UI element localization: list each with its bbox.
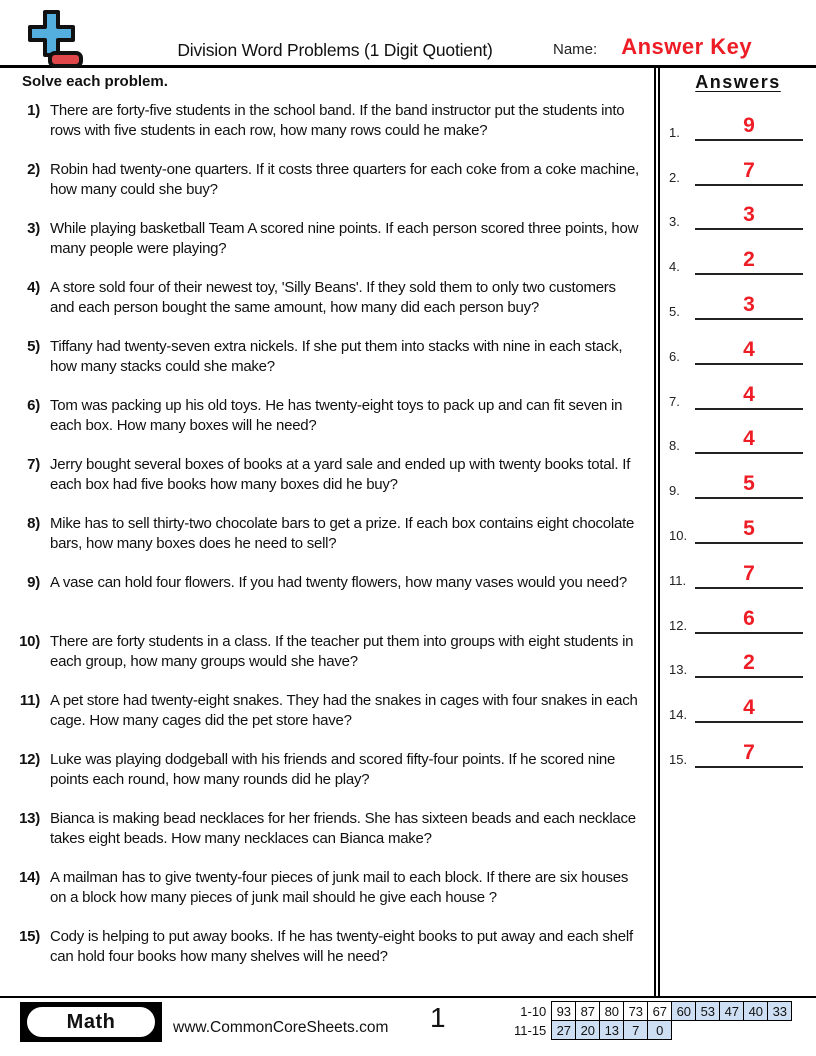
worksheet-title: Division Word Problems (1 Digit Quotient): [177, 40, 493, 60]
page-number: 1: [430, 1002, 446, 1033]
answer-blank-line: [695, 249, 803, 275]
problem-item-7: [0, 455, 654, 514]
worksheet-header: [0, 0, 816, 68]
problem-text: Tom was packing up his old toys. He has twenty-eight toys to pack up and can fit seven in each box. How many boxes will he need?: [50, 397, 623, 434]
answer-key-text: Answer Key: [621, 34, 753, 59]
name-label: Name:: [553, 41, 598, 58]
answer-value: 5: [743, 516, 755, 540]
answer-row-10: [660, 499, 816, 544]
answer-value: 7: [743, 561, 755, 585]
score-cell: 13: [600, 1021, 624, 1040]
answer-row-6: [660, 320, 816, 365]
answer-value: 7: [743, 740, 755, 764]
problem-number: 8): [27, 515, 40, 532]
answer-blank-line: [695, 294, 803, 320]
problems-list: [0, 101, 654, 986]
answer-value: 6: [743, 606, 755, 630]
answer-blank-line: [695, 563, 803, 589]
problem-item-6: [0, 396, 654, 455]
problem-text: A vase can hold four flowers. If you had twenty flowers, how many vases would you need?: [50, 574, 627, 591]
problem-item-1: [0, 101, 654, 160]
answer-value: 9: [743, 113, 755, 137]
minus-icon: [50, 53, 81, 66]
answer-value: 3: [743, 292, 755, 316]
answer-row-13: [660, 634, 816, 679]
score-cell: 80: [600, 1002, 624, 1021]
problem-text: Bianca is making bead necklaces for her friends. She has sixteen beads and each necklace takes eight beads. How many necklaces can Bianca make?: [50, 810, 636, 847]
problem-number: 2): [27, 161, 40, 178]
answer-value: 4: [743, 696, 755, 720]
answer-row-3: [660, 186, 816, 231]
answers-column: [654, 68, 816, 996]
problems-column: [0, 68, 654, 996]
score-cell: 67: [648, 1002, 672, 1021]
score-cell: 7: [624, 1021, 648, 1040]
answers-list: [660, 96, 816, 768]
answer-blank-line: [695, 384, 803, 410]
answer-number: 5.: [669, 303, 680, 319]
answer-row-15: [660, 723, 816, 768]
answer-row-9: [660, 454, 816, 499]
answer-blank-line: [695, 160, 803, 186]
problem-item-11: [0, 691, 654, 750]
problem-number: 9): [27, 574, 40, 591]
answer-value: 2: [743, 248, 755, 272]
answer-blank-line: [695, 428, 803, 454]
score-cell: 47: [720, 1002, 744, 1021]
answers-title: Answers: [695, 72, 781, 92]
answer-number: 1.: [669, 124, 680, 140]
score-cell: 53: [696, 1002, 720, 1021]
answer-blank-line: [695, 652, 803, 678]
problem-number: 14): [19, 869, 40, 886]
answer-number: 4.: [669, 259, 680, 275]
problem-item-10: [0, 632, 654, 691]
score-cell: 0: [648, 1021, 672, 1040]
answer-number: 10.: [669, 527, 688, 543]
answer-number: 6.: [669, 348, 680, 364]
problem-item-4: [0, 278, 654, 337]
answer-number: 8.: [669, 438, 680, 454]
answer-blank-line: [695, 339, 803, 365]
answer-number: 2.: [669, 169, 680, 185]
problem-item-14: [0, 868, 654, 927]
problem-text: Cody is helping to put away books. If he has twenty-eight books to put away and each shelf can hold four books how many shelves will he need?: [50, 928, 633, 965]
name-row: [553, 34, 752, 60]
score-cell: 20: [576, 1021, 600, 1040]
plus-minus-logo-icon: [18, 10, 84, 70]
problem-item-8: [0, 514, 654, 573]
answer-blank-line: [695, 697, 803, 723]
problem-item-12: [0, 750, 654, 809]
problem-item-2: [0, 160, 654, 219]
score-row-1-10: [514, 1002, 792, 1021]
problem-item-5: [0, 337, 654, 396]
subject-label: Math: [25, 1005, 157, 1039]
answer-blank-line: [695, 204, 803, 230]
problem-text: Tiffany had twenty-seven extra nickels. If she put them into stacks with nine in each stack, how many stacks could she make?: [50, 338, 623, 375]
problem-number: 4): [27, 279, 40, 296]
problem-number: 11): [19, 692, 40, 709]
answer-blank-line: [695, 115, 803, 141]
problem-number: 13): [19, 810, 40, 827]
problem-text: There are forty students in a class. If the teacher put them into groups with eight students in each group, how many groups would she have?: [50, 633, 634, 670]
score-cell: 87: [576, 1002, 600, 1021]
problem-item-3: [0, 219, 654, 278]
answer-row-11: [660, 544, 816, 589]
score-cell: 33: [768, 1002, 792, 1021]
answer-blank-line: [695, 608, 803, 634]
answer-number: 15.: [669, 751, 688, 767]
problem-number: 12): [19, 751, 40, 768]
answer-value: 2: [743, 651, 755, 675]
plus-icon: [30, 12, 73, 55]
score-cell: 60: [672, 1002, 696, 1021]
problem-number: 10): [19, 633, 40, 650]
answer-number: 12.: [669, 617, 688, 633]
answer-blank-line: [695, 518, 803, 544]
answer-row-12: [660, 589, 816, 634]
problem-number: 6): [27, 397, 40, 414]
problem-text: While playing basketball Team A scored nine points. If each person scored three points, how many people were playing?: [50, 220, 639, 257]
problem-item-9: [0, 573, 654, 632]
answer-row-8: [660, 410, 816, 455]
answer-number: 3.: [669, 214, 680, 230]
score-row-11-15: [514, 1021, 792, 1040]
answer-row-2: [660, 141, 816, 186]
problem-number: 5): [27, 338, 40, 355]
answer-value: 4: [743, 427, 755, 451]
answer-row-14: [660, 678, 816, 723]
score-cell: 93: [552, 1002, 576, 1021]
problem-text: A pet store had twenty-eight snakes. They had the snakes in cages with four snakes in each cage. How many cages did the pet store have?: [50, 692, 638, 729]
problem-text: A store sold four of their newest toy, 'Silly Beans'. If they sold them to only two customers and each person bought the same amount, how many did each person buy?: [50, 279, 616, 316]
answer-value: 4: [743, 382, 755, 406]
score-cell: 27: [552, 1021, 576, 1040]
answer-row-5: [660, 275, 816, 320]
answer-blank-line: [695, 473, 803, 499]
answer-row-4: [660, 230, 816, 275]
score-cell: 73: [624, 1002, 648, 1021]
problem-text: Luke was playing dodgeball with his friends and scored fifty-four points. If he scored nine points each round, how many rounds did he play?: [50, 751, 616, 788]
score-row-label: 1-10: [520, 1003, 547, 1019]
answer-number: 7.: [669, 393, 680, 409]
answer-row-7: [660, 365, 816, 410]
problem-text: There are forty-five students in the school band. If the band instructor put the students into rows with five students in each row, how many rows could he make?: [50, 102, 625, 139]
answer-value: 4: [743, 337, 755, 361]
problem-text: Jerry bought several boxes of books at a yard sale and ended up with twenty books total. If each box had five books how many boxes did he buy?: [50, 456, 631, 493]
problem-text: Mike has to sell thirty-two chocolate bars to get a prize. If each box contains eight chocolate bars, how many boxes does he need to sell?: [50, 515, 635, 552]
answer-value: 7: [743, 158, 755, 182]
main-area: [0, 68, 816, 996]
answer-value: 3: [743, 203, 755, 227]
problem-number: 15): [19, 928, 40, 945]
problem-number: 1): [27, 102, 40, 119]
problem-item-15: [0, 927, 654, 986]
answer-blank-line: [695, 742, 803, 768]
problem-text: Robin had twenty-one quarters. If it costs three quarters for each coke from a coke machine, how many could she buy?: [50, 161, 639, 198]
score-cell: 40: [744, 1002, 768, 1021]
answer-number: 11.: [669, 572, 687, 588]
problem-number: 7): [27, 456, 40, 473]
problem-text: A mailman has to give twenty-four pieces of junk mail to each block. If there are six houses on a block how many pieces of junk mail should he give each house ?: [50, 869, 629, 906]
answer-number: 9.: [669, 483, 680, 499]
answer-row-1: [660, 96, 816, 141]
score-table: [514, 1001, 792, 1040]
page-footer: [0, 996, 816, 1056]
subject-badge: [20, 1002, 162, 1042]
score-row-label: 11-15: [514, 1022, 547, 1038]
answer-value: 5: [743, 472, 755, 496]
instruction-text: Solve each problem.: [22, 73, 168, 90]
problem-number: 3): [27, 220, 40, 237]
answer-number: 14.: [669, 707, 688, 723]
website-text: www.CommonCoreSheets.com: [173, 1019, 389, 1036]
problem-item-13: [0, 809, 654, 868]
answer-number: 13.: [669, 662, 688, 678]
